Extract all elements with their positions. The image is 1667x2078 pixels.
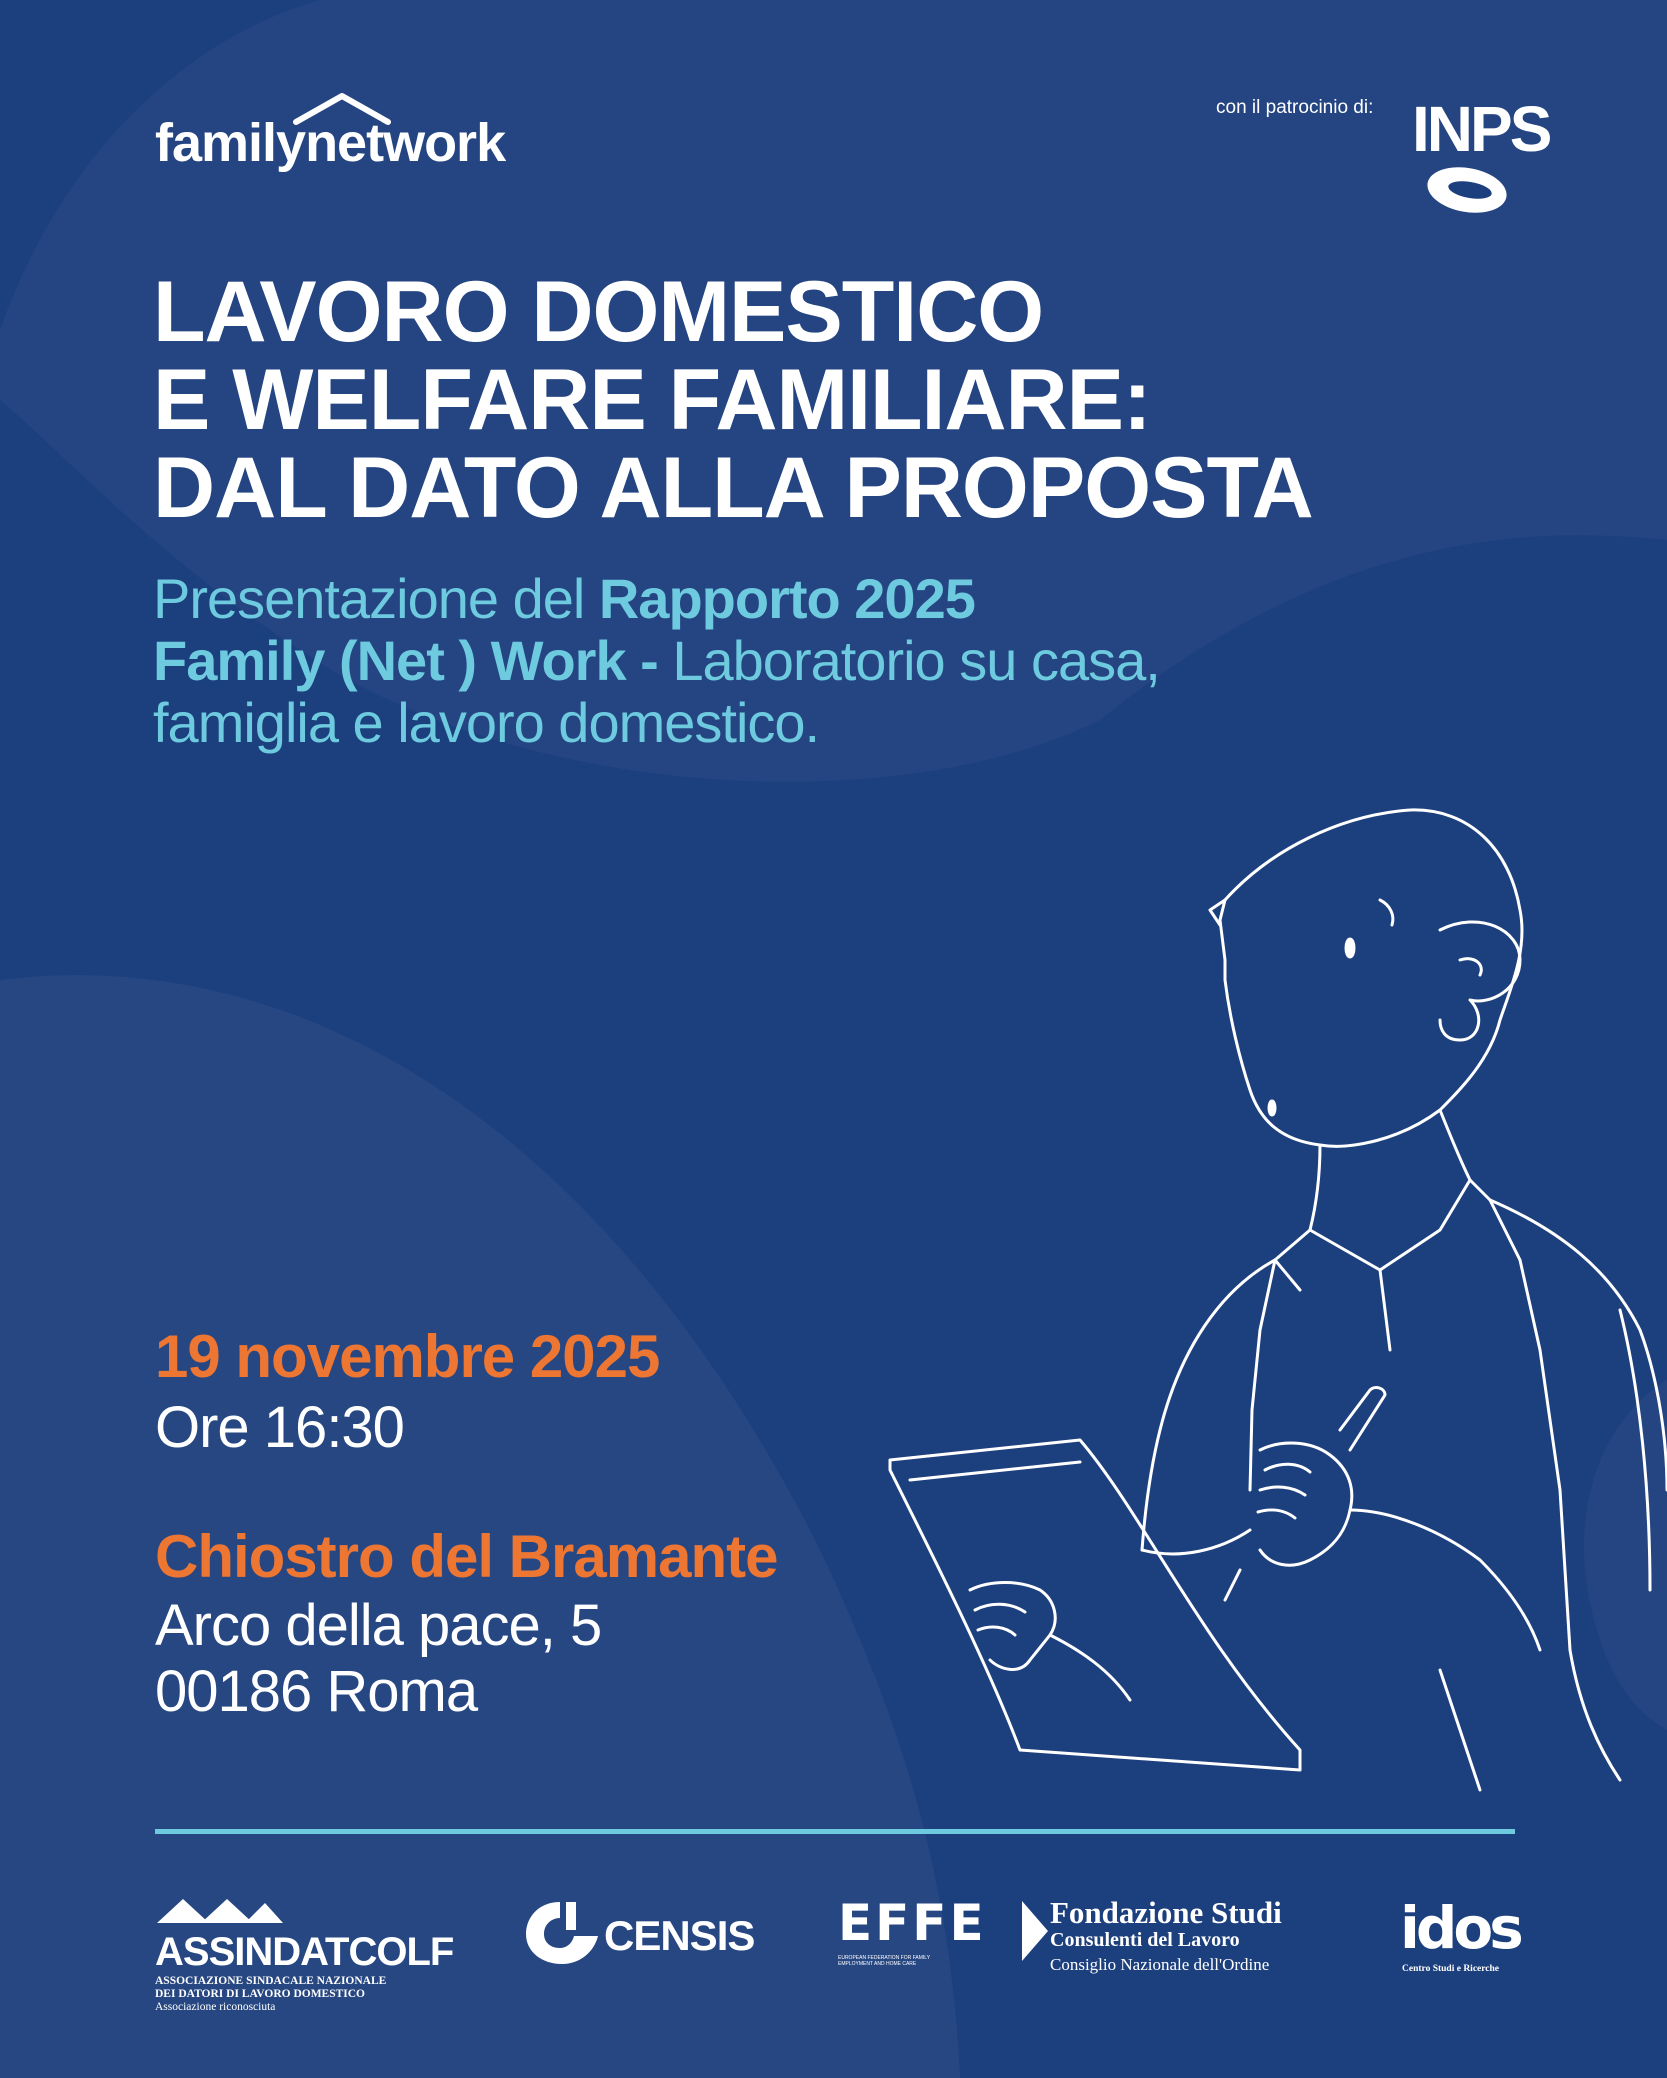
subtitle-lab: Laboratorio su casa, [672, 629, 1160, 692]
event-date: 19 novembre 2025 [155, 1323, 660, 1390]
event-time: Ore 16:30 [155, 1395, 404, 1460]
censis-logo [522, 1898, 762, 1968]
title-line-1: LAVORO DOMESTICO [153, 264, 1044, 360]
idos-name: idos [1400, 1894, 1520, 1962]
event-title [153, 264, 1313, 536]
address-city: 00186 Roma [155, 1659, 478, 1724]
fondazione-studi-logo [1022, 1895, 1342, 1975]
subtitle-text: Presentazione del [153, 567, 599, 630]
subtitle-project: Family (Net ) Work - [153, 629, 673, 692]
idos-tagline: Centro Studi e Ricerche [1402, 1964, 1500, 1974]
man-reading-document-illustration [880, 790, 1667, 1810]
fondazione-line-1: Fondazione Studi [1050, 1895, 1282, 1930]
title-line-3: DAL DATO ALLA PROPOSTA [153, 440, 1313, 536]
censis-mark-icon [522, 1898, 602, 1968]
house-roof-icon [292, 92, 392, 126]
event-address [155, 1593, 601, 1725]
patronage-label: con il patrocinio di: [1216, 97, 1374, 118]
fondazione-line-2: Consulenti del Lavoro [1050, 1929, 1240, 1951]
inps-logo-mark-icon [1422, 162, 1512, 218]
title-line-2: E WELFARE FAMILIARE: [153, 352, 1151, 448]
fondazione-line-3: Consiglio Nazionale dell'Ordine [1050, 1955, 1270, 1974]
event-venue: Chiostro del Bramante [155, 1523, 778, 1590]
effe-tagline: EUROPEAN FEDERATION FOR FAMILY EMPLOYMENT AND HOME CARE [838, 1955, 930, 1967]
assindatcolf-name: ASSINDATCOLF [155, 1930, 454, 1974]
subtitle-report: Rapporto 2025 [598, 567, 975, 630]
censis-name: CENSIS [604, 1912, 755, 1959]
assindatcolf-line-3: Associazione riconosciuta [155, 2001, 276, 2013]
address-street: Arco della pace, 5 [155, 1593, 602, 1658]
assindatcolf-line-1: ASSOCIAZIONE SINDACALE NAZIONALE [155, 1975, 387, 1987]
assindatcolf-logo [155, 1895, 455, 2014]
subtitle-lab-cont: famiglia e lavoro domestico. [153, 691, 820, 754]
assindatcolf-roof-icon [155, 1895, 285, 1925]
divider-line [155, 1829, 1515, 1834]
event-subtitle [153, 568, 1160, 754]
effe-name: EFFE [838, 1894, 987, 1952]
inps-logo: INPS [1412, 93, 1550, 165]
assindatcolf-line-2: DEI DATORI DI LAVORO DOMESTICO [155, 1988, 366, 2000]
fondazione-triangle-icon [1022, 1901, 1048, 1961]
idos-logo [1400, 1894, 1520, 1980]
effe-logo [838, 1894, 987, 1967]
familynetwork-logo: familynetwork [155, 113, 506, 173]
